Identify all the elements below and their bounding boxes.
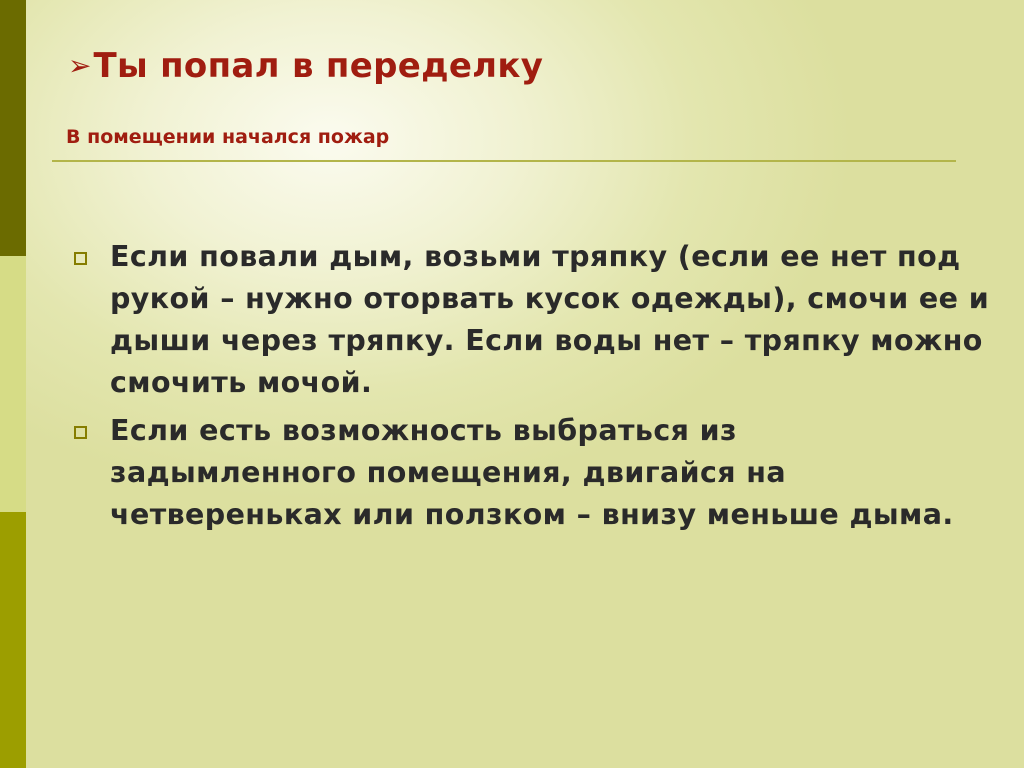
title-divider — [52, 160, 956, 162]
title-row — [68, 46, 543, 86]
square-bullet-icon — [74, 252, 87, 265]
bullet-item — [70, 410, 990, 536]
bullet-text: Если повали дым, возьми тряпку (если ее нет под рукой – нужно оторвать кусок одежды), смочи ее и дыши через тряпку. Если воды нет – тряпку можно смочить мочой. — [110, 240, 990, 399]
slide-title: Ты попал в переделку — [93, 46, 544, 86]
slide-subtitle: В помещении начался пожар — [66, 126, 390, 148]
side-band-middle — [0, 256, 26, 512]
side-band-top — [0, 0, 26, 256]
side-band-bottom — [0, 512, 26, 768]
arrow-bullet-icon: ➢ — [68, 49, 92, 82]
bullet-item — [70, 236, 990, 404]
bullet-text: Если есть возможность выбраться из задымленного помещения, двигайся на четвереньках или ползком – внизу меньше дыма. — [110, 414, 954, 531]
bullet-list — [70, 236, 990, 542]
square-bullet-icon — [74, 426, 87, 439]
